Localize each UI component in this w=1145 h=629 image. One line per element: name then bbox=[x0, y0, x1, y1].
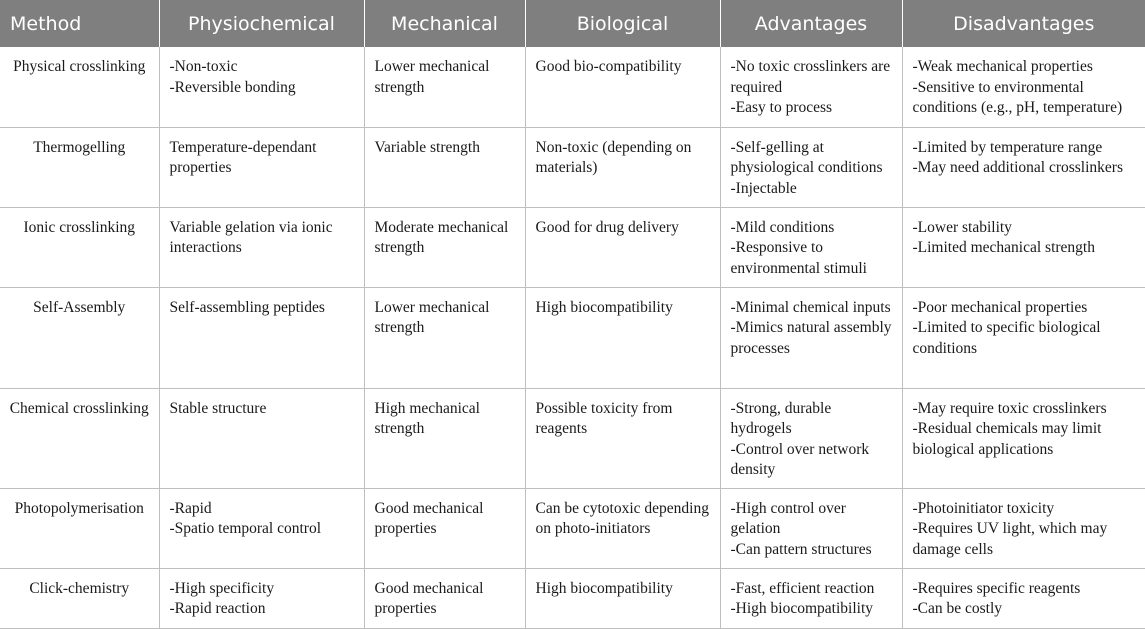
header-method: Method bbox=[0, 0, 159, 47]
cell-text: -Control over network density bbox=[730, 440, 870, 478]
cell-text: High biocompatibility bbox=[535, 298, 673, 316]
cell-biological bbox=[525, 207, 720, 287]
cell-method bbox=[0, 388, 159, 488]
cell-text: -No toxic crosslinkers are required bbox=[730, 58, 891, 96]
cell-text: -Responsive to environmental stimuli bbox=[730, 239, 867, 277]
cell-text: -Non-toxic bbox=[169, 58, 238, 75]
cell-advantages bbox=[720, 207, 902, 287]
cell-method bbox=[0, 488, 159, 568]
table-row bbox=[0, 47, 1145, 127]
cell-text: -Residual chemicals may limit biological applications bbox=[912, 420, 1102, 458]
cell-text: -Spatio temporal control bbox=[169, 520, 322, 537]
cell-text: Good for drug delivery bbox=[535, 218, 679, 236]
cell-text: Non-toxic (depending on materials) bbox=[535, 138, 692, 176]
cell-biological bbox=[525, 47, 720, 127]
cell-text: -High biocompatibility bbox=[730, 600, 873, 617]
cell-mechanical bbox=[364, 127, 525, 207]
header-mechanical: Mechanical bbox=[364, 0, 525, 47]
cell-text: Stable structure bbox=[169, 399, 267, 417]
cell-text: High biocompatibility bbox=[535, 579, 673, 597]
cell-text: -Injectable bbox=[730, 179, 797, 197]
cell-text: -Can pattern structures bbox=[730, 540, 872, 558]
cell-text: -Lower stability bbox=[912, 218, 1012, 236]
cell-text: Self-assembling peptides bbox=[169, 298, 325, 316]
cell-advantages bbox=[720, 388, 902, 488]
cell-disadvantages bbox=[902, 388, 1145, 488]
cell-text: Lower mechanical strength bbox=[374, 298, 490, 336]
cell-physiochemical bbox=[159, 207, 364, 287]
cell-text: -Mimics natural assembly processes bbox=[730, 319, 892, 357]
cell-disadvantages bbox=[902, 47, 1145, 127]
header-biological: Biological bbox=[525, 0, 720, 47]
cell-text: -Limited mechanical strength bbox=[912, 239, 1095, 256]
cell-text: -Weak mechanical properties bbox=[912, 58, 1093, 75]
cell-text: Variable gelation via ionic interactions bbox=[169, 218, 333, 256]
cell-text: -Mild conditions bbox=[730, 218, 835, 236]
table-row bbox=[0, 488, 1145, 568]
cell-text: Physical crosslinking bbox=[13, 58, 146, 75]
table-row bbox=[0, 388, 1145, 488]
header-disadvantages: Disadvantages bbox=[902, 0, 1145, 47]
cell-text: -Reversible bonding bbox=[169, 78, 296, 96]
cell-text: -Sensitive to environmental conditions (e.g., pH, temperature) bbox=[912, 78, 1123, 116]
cell-disadvantages bbox=[902, 287, 1145, 388]
cell-method bbox=[0, 568, 159, 628]
cell-text: -Strong, durable hydrogels bbox=[730, 399, 832, 437]
cell-disadvantages bbox=[902, 488, 1145, 568]
cell-text: Moderate mechanical strength bbox=[374, 218, 509, 256]
cell-mechanical bbox=[364, 287, 525, 388]
cell-text: -Fast, efficient reaction bbox=[730, 579, 875, 597]
cell-text: Good mechanical properties bbox=[374, 499, 484, 537]
cell-advantages bbox=[720, 568, 902, 628]
cell-physiochemical bbox=[159, 47, 364, 127]
cell-text: -Rapid bbox=[169, 499, 212, 517]
table-body bbox=[0, 47, 1145, 628]
cell-text: Variable strength bbox=[374, 138, 480, 156]
cell-advantages bbox=[720, 47, 902, 127]
cell-mechanical bbox=[364, 207, 525, 287]
cell-text: Can be cytotoxic depending on photo-initiators bbox=[535, 499, 709, 537]
cell-advantages bbox=[720, 287, 902, 388]
cell-method bbox=[0, 47, 159, 127]
cell-disadvantages bbox=[902, 127, 1145, 207]
table-row bbox=[0, 287, 1145, 388]
cell-physiochemical bbox=[159, 488, 364, 568]
cell-text: -Limited by temperature range bbox=[912, 138, 1103, 156]
cell-physiochemical bbox=[159, 388, 364, 488]
cell-text: Good mechanical properties bbox=[374, 579, 484, 617]
cell-text: -Poor mechanical properties bbox=[912, 298, 1088, 316]
cell-text: -Requires specific reagents bbox=[912, 579, 1081, 597]
table-row bbox=[0, 568, 1145, 628]
cell-text: Ionic crosslinking bbox=[23, 218, 135, 236]
cell-text: -Photoinitiator toxicity bbox=[912, 499, 1055, 517]
cell-biological bbox=[525, 568, 720, 628]
cell-advantages bbox=[720, 127, 902, 207]
cell-text: Click-chemistry bbox=[29, 579, 130, 597]
cell-text: Photopolymerisation bbox=[14, 499, 144, 517]
cell-text: Good bio-compatibility bbox=[535, 58, 682, 75]
cell-physiochemical bbox=[159, 568, 364, 628]
cell-text: -May require toxic crosslinkers bbox=[912, 399, 1107, 417]
cell-text: Self-Assembly bbox=[33, 298, 126, 316]
cell-method bbox=[0, 127, 159, 207]
cell-disadvantages bbox=[902, 568, 1145, 628]
cell-text: -High specificity bbox=[169, 579, 275, 597]
table-row bbox=[0, 207, 1145, 287]
cell-text: Thermogelling bbox=[33, 138, 126, 156]
cell-text: Lower mechanical strength bbox=[374, 58, 490, 96]
cell-text: -Can be costly bbox=[912, 600, 1003, 617]
cell-biological bbox=[525, 488, 720, 568]
cell-text: -Easy to process bbox=[730, 99, 833, 116]
cell-text: -Self-gelling at physiological conditions bbox=[730, 138, 883, 176]
cell-text: Chemical crosslinking bbox=[9, 399, 149, 417]
table-row bbox=[0, 127, 1145, 207]
cell-text: -Minimal chemical inputs bbox=[730, 298, 891, 316]
cell-biological bbox=[525, 388, 720, 488]
cell-text: -High control over gelation bbox=[730, 499, 846, 537]
cell-biological bbox=[525, 127, 720, 207]
cell-text: -May need additional crosslinkers bbox=[912, 159, 1123, 176]
cell-method bbox=[0, 287, 159, 388]
cell-text: Temperature-dependant properties bbox=[169, 138, 317, 176]
cell-physiochemical bbox=[159, 287, 364, 388]
cell-text: Possible toxicity from reagents bbox=[535, 399, 673, 437]
cell-text: High mechanical strength bbox=[374, 399, 480, 437]
cell-disadvantages bbox=[902, 207, 1145, 287]
cell-text: -Requires UV light, which may damage cells bbox=[912, 520, 1108, 558]
cell-method bbox=[0, 207, 159, 287]
header-advantages: Advantages bbox=[720, 0, 902, 47]
cell-mechanical bbox=[364, 568, 525, 628]
cell-advantages bbox=[720, 488, 902, 568]
cell-physiochemical bbox=[159, 127, 364, 207]
cell-text: -Rapid reaction bbox=[169, 600, 266, 617]
header-physiochemical: Physiochemical bbox=[159, 0, 364, 47]
cell-mechanical bbox=[364, 488, 525, 568]
cell-text: -Limited to specific biological conditions bbox=[912, 319, 1101, 357]
cell-mechanical bbox=[364, 47, 525, 127]
cell-biological bbox=[525, 287, 720, 388]
header-row bbox=[0, 0, 1145, 47]
cell-mechanical bbox=[364, 388, 525, 488]
